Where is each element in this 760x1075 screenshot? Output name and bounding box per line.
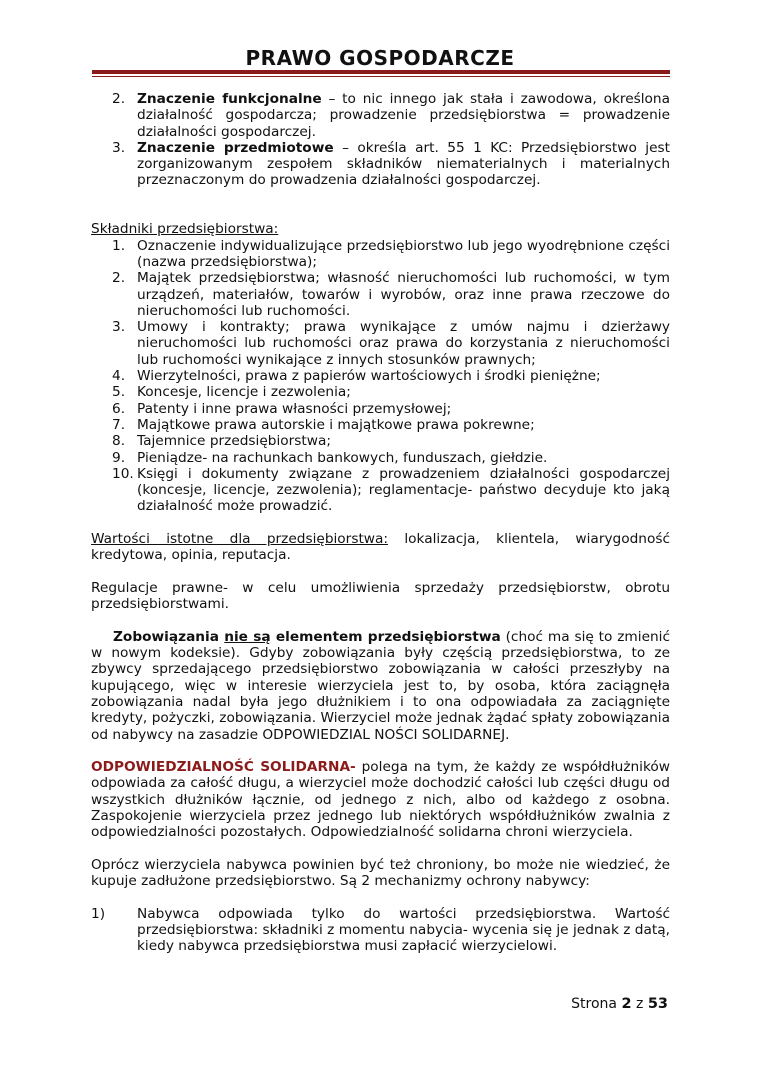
list-number: 4. <box>112 368 126 385</box>
list-text: Księgi i dokumenty związane z prowadzeniem działalności gospodarczej (koncesje, licencje, zezwolenia); reglamentacje- państwo decyduje kto jaką działalność może prowadzić. <box>137 465 670 515</box>
header-rule-thick <box>92 70 670 74</box>
values-text: lokalizacja, klientela, wiarygodność kredytowa, opinia, reputacja. <box>91 531 671 564</box>
footer-separator: z <box>631 996 648 1012</box>
list-item <box>91 91 670 140</box>
header-rule-thin <box>92 76 670 77</box>
obligations-text: (choć ma się to zmienić w nowym kodeksie). Gdyby zobowiązania były częścią przedsiębiorstwa, to ze zbywcy sprzedającego przedsiębiorstwo zobowiązania w całości przeszłyby na kupującego, więc w interesie wierzyciela jest to, by osoba, która zaciągnęła zobowiązania nadal była jego dłużnikiem i to ona odpowiadała za zaciągnięte kredyty, pożyczki, zobowiązania. Wierzyciel może jednak żądać spłaty zobowiązania od nabywcy na zasadzie ODPOWIEDZIAL NOŚCI SOLIDARNEJ. <box>91 628 670 743</box>
list-number: 1. <box>112 237 126 254</box>
list-item <box>91 417 670 433</box>
components-heading: Składniki przedsiębiorstwa: <box>91 221 279 238</box>
list-item <box>91 384 670 400</box>
list-number: 9. <box>112 449 126 466</box>
definition-subjective: – określa art. 55 1 KC: Przedsiębiorstwo jest zorganizowanym zespołem składników niematerialnych i materialnych przeznaczonym do prowadzenia działalności gospodarczej. <box>137 139 670 189</box>
list-text: Patenty i inne prawa własności przemysłowej; <box>137 400 452 417</box>
list-text: Oznaczenie indywidualizujące przedsiębiorstwo lub jego wyodrębnione części (nazwa przedsiębiorstwa); <box>137 237 670 270</box>
obligations-bold-a: Zobowiązania <box>113 628 225 645</box>
list-item <box>91 433 670 449</box>
values-label: Wartości istotne dla przedsiębiorstwa: <box>91 531 389 548</box>
list-number: 6. <box>112 400 126 417</box>
list-text: Nabywca odpowiada tylko do wartości przedsiębiorstwa. Wartość przedsiębiorstwa: składniki z momentu nabycia- wycenia się je jednak z datą, kiedy nabywca przedsiębiorstwa musi zapłacić wierzycielowi. <box>137 905 670 955</box>
list-item <box>91 270 670 319</box>
page-footer <box>571 996 668 1012</box>
page-header-title: PRAWO GOSPODARCZE <box>245 46 515 70</box>
list-item <box>91 906 670 955</box>
footer-page-number: 2 <box>621 996 632 1012</box>
document-body <box>91 91 670 955</box>
list-text: Wierzytelności, prawa z papierów wartościowych i środki pieniężne; <box>137 368 601 385</box>
list-item <box>91 466 670 515</box>
list-text: Tajemnice przedsiębiorstwa; <box>137 433 331 450</box>
list-number: 7. <box>112 416 126 433</box>
list-number: 2. <box>112 91 126 107</box>
obligations-bold-underlined: nie są <box>224 628 271 645</box>
list-text <box>137 140 670 189</box>
buyer-protection-paragraph: Oprócz wierzyciela nabywca powinien być też chroniony, bo może nie wiedzieć, że kupuje zadłużone przedsiębiorstwo. Są 2 mechanizmy ochrony nabywcy: <box>91 856 670 890</box>
list-text: Umowy i kontrakty; prawa wynikające z umów najmu i dzierżawy nieruchomości lub ruchomości oraz prawa do korzystania z nieruchomości lub ruchomości wynikające z innych stosunków prawnych; <box>137 319 670 368</box>
components-list <box>91 238 670 515</box>
list-number: 5. <box>112 384 126 401</box>
list-number: 3. <box>112 139 126 156</box>
footer-total-pages: 53 <box>647 996 668 1012</box>
obligations-bold-b: elementem przedsiębiorstwa <box>270 628 501 645</box>
list-item <box>91 238 670 271</box>
footer-label: Strona <box>571 996 622 1012</box>
list-text: Pieniądze- na rachunkach bankowych, funduszach, giełdzie. <box>137 449 548 466</box>
list-number: 1) <box>91 905 106 922</box>
list-text: Koncesje, licencje i zezwolenia; <box>137 384 351 401</box>
regulations-paragraph: Regulacje prawne- w celu umożliwienia sprzedaży przedsiębiorstw, obrotu przedsiębiorstwami. <box>91 579 670 613</box>
list-item <box>91 368 670 384</box>
list-text <box>137 91 670 140</box>
term-subjective: Znaczenie przedmiotowe <box>137 139 334 156</box>
list-item <box>91 319 670 368</box>
definition-functional: – to nic innego jak stała i zawodowa, określona działalność gospodarcza; prowadzenie przedsiębiorstwa = prowadzenie działalności gospodarczej. <box>137 91 670 140</box>
list-item <box>91 140 670 189</box>
list-number: 8. <box>112 433 126 450</box>
list-number: 3. <box>112 319 126 336</box>
obligations-paragraph <box>91 629 670 743</box>
solidarity-term: ODPOWIEDZIALNOŚĆ SOLIDARNA- <box>91 759 356 776</box>
list-item <box>91 401 670 417</box>
solidarity-paragraph <box>91 759 670 840</box>
list-number: 10. <box>112 465 134 482</box>
list-text: Majątek przedsiębiorstwa; własność nieruchomości lub ruchomości, w tym urządzeń, materiałów, towarów i wyrobów, oraz inne prawa rzeczowe do nieruchomości lub ruchomości. <box>137 270 670 319</box>
list-item <box>91 450 670 466</box>
list-number: 2. <box>112 270 126 287</box>
solidarity-text: polega na tym, że każdy ze współdłużników odpowiada za całość długu, a wierzyciel może dochodzić całości lub części długu od wszystkich dłużników łącznie, od jednego z nich, albo od każdego z osobna. Zaspokojenie wierzyciela przez jednego lub niektórych współdłużników zwalnia z odpowiedzialności pozostałych. Odpowiedzialność solidarna chroni wierzyciela. <box>91 759 670 841</box>
list-text: Majątkowe prawa autorskie i majątkowe prawa pokrewne; <box>137 416 535 433</box>
values-paragraph <box>91 531 670 564</box>
term-functional: Znaczenie funkcjonalne <box>137 91 322 107</box>
